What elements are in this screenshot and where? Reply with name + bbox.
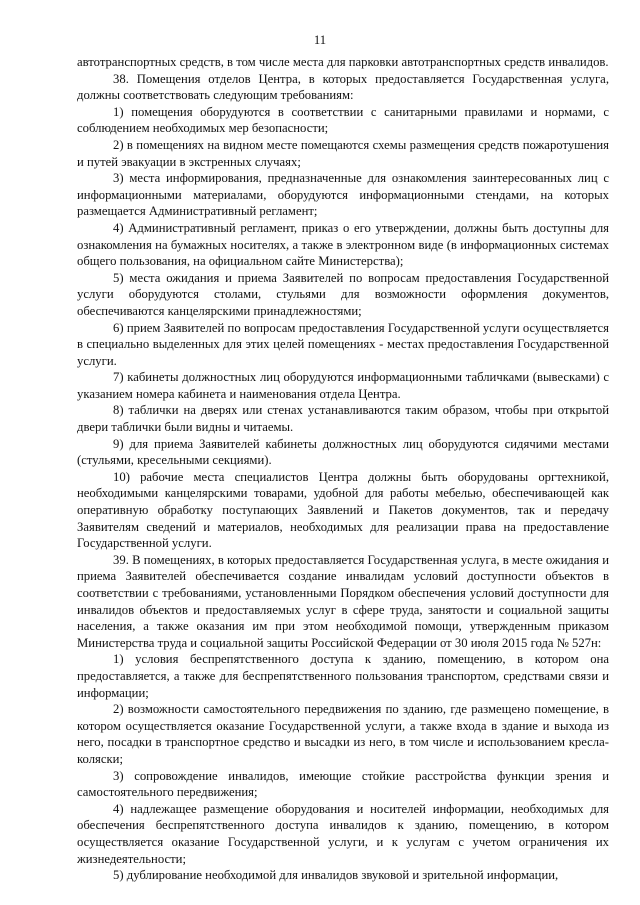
paragraph-access-item-4: 4) надлежащее размещение оборудования и носителей информации, необходимых для обеспечения беспрепятственного доступа инвалидов к зданию, помещению, в котором осуществляется оказание Государственной услуги, и к услугам с учетом ограничения их жизнедеятельности;: [77, 801, 609, 866]
paragraph-access-item-2: 2) возможности самостоятельного передвижения по зданию, где размещено помещение, в котором осуществляется оказание Государственной услуги, а также входа в здание и выхода из него, посадки в транспортное средство и высадки из него, в том числе и использованием кресла-коляски;: [77, 702, 609, 766]
paragraph-item-5: 5) места ожидания и приема Заявителей по вопросам предоставления Государственной услуги оборудуются столами, стульями для возможности оформления документов, обеспечиваются канцелярскими принадлежностями;: [77, 270, 609, 318]
paragraph-access-item-5: 5) дублирование необходимой для инвалидов звуковой и зрительной информации,: [113, 868, 559, 883]
paragraph-item-3: 3) места информирования, предназначенные для ознакомления заинтересованных лиц с информационными материалами, оборудуются информационными стендами, на которых размещается Административный регламент;: [77, 171, 609, 219]
paragraph-item-4: 4) Административный регламент, приказ о его утверждении, должны быть доступны для ознакомления на бумажных носителях, а также в электронном виде (в информационных системах общего пользования, на официальном сайте Министерства);: [77, 220, 609, 269]
paragraph-item-10: 10) рабочие места специалистов Центра должны быть оборудованы оргтехникой, необходимыми канцелярскими товарами, удобной для работы мебелью, обеспечивающей как оперативную обработку поступающих Заявлений и Пакетов документов, так и передачу Заявителям сведений и материалов, необходимых для реализации права на предоставление Государственной услуги.: [77, 469, 609, 551]
paragraph-item-7: 7) кабинеты должностных лиц оборудуются информационными табличками (вывесками) с указанием номера кабинета и наименования отдела Центра.: [77, 370, 609, 401]
paragraph-clause-39: 39. В помещениях, в которых предоставляется Государственная услуга, в месте ожидания и приема Заявителей обеспечивается создание инвалидам условий доступности объектов в соответствии с требованиями, установленными Порядком обеспечения условий доступности для инвалидов объектов и предоставляемых услуг в сфере труда, занятости и социальной защиты населения, а также оказания им при этом необходимой помощи, утвержденным приказом Министерства труда и социальной защиты Российской Федерации от 30 июля 2015 года № 527н:: [77, 552, 609, 650]
paragraph-item-2: 2) в помещениях на видном месте помещаются схемы размещения средств пожаротушения и путей эвакуации в экстренных случаях;: [77, 137, 609, 169]
page-number: 11: [313, 33, 327, 47]
paragraph-item-6: 6) прием Заявителей по вопросам предоставления Государственной услуги осуществляется в специально выделенных для этих целей помещениях - местах предоставления Государственной услуги.: [77, 320, 609, 368]
paragraph-item-9: 9) для приема Заявителей кабинеты должностных лиц оборудуются сидячими местами (стульями, кресельными секциями).: [77, 436, 609, 468]
paragraph-clause-38: 38. Помещения отделов Центра, в которых предоставляется Государственная услуга, должны соответствовать следующим требованиям:: [77, 71, 609, 103]
paragraph-item-8: 8) таблички на дверях или стенах устанавливаются таким образом, чтобы при открытой двери таблички были видны и читаемы.: [77, 403, 609, 435]
paragraph-access-item-1: 1) условия беспрепятственного доступа к зданию, помещению, в котором она предоставляется, а также для беспрепятственного пользования транспортом, средствами связи и информации;: [77, 652, 609, 700]
document-body: [77, 54, 609, 884]
paragraph-item-1: 1) помещения оборудуются в соответствии с санитарными правилами и нормами, с соблюдением необходимых мер безопасности;: [77, 104, 609, 136]
paragraph-access-item-3: 3) сопровождение инвалидов, имеющие стойкие расстройства функции зрения и самостоятельного передвижения;: [77, 768, 609, 800]
paragraph-continuation: автотранспортных средств, в том числе места для парковки автотранспортных средств инвалидов.: [77, 55, 609, 69]
